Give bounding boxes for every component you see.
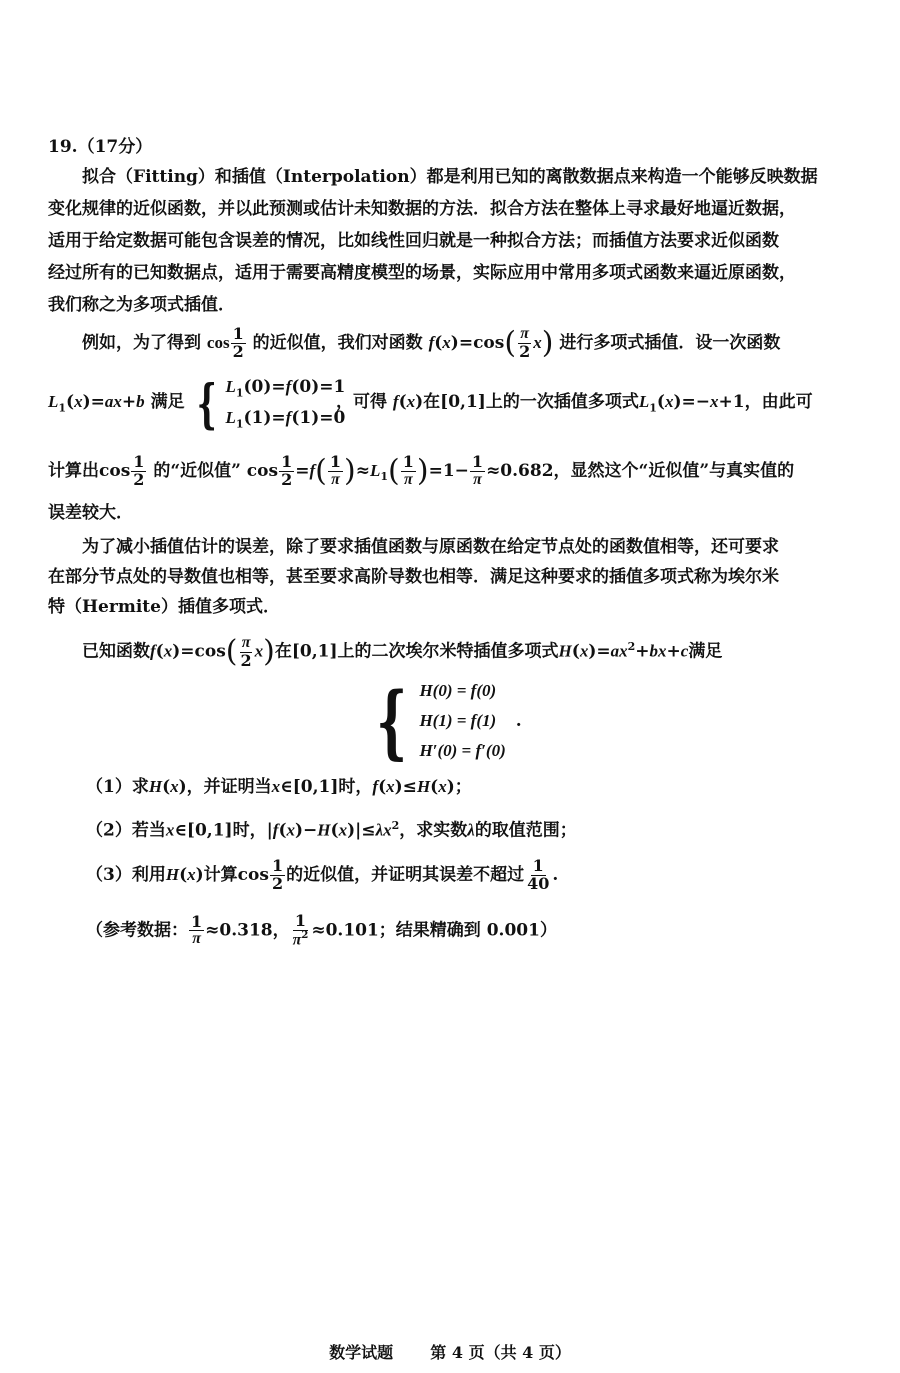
hermite-line-2: 在部分节点处的导数值也相等，甚至要求高阶导数也相等．满足这种要求的插值多项式称为埃尔米 bbox=[48, 567, 779, 587]
question-1: （1）求H(x)，并证明当x∈[0,1]时，f(x)≤H(x)； bbox=[86, 777, 472, 797]
example-text-e: ，可得 bbox=[336, 392, 387, 412]
question-3: （3）利用H(x)计算cos $\frac{1}{2}$ 的近似值，并证明其误差不超过 $\frac{1}{40}$ . bbox=[86, 856, 559, 893]
linear-system: { $L_1(0)=f(0)=1$ $L_1(1)=f(1)=0$ bbox=[196, 374, 346, 436]
q2-text-b: 时， bbox=[232, 820, 267, 841]
example-line-4: 误差较大． bbox=[48, 503, 133, 523]
footer-page: 第 4 页（共 4 页） bbox=[430, 1343, 571, 1362]
condition-1: H(0) = f(0) bbox=[419, 681, 497, 700]
q2-text-d: 的取值范围； bbox=[474, 820, 577, 841]
ref-text-a: （参考数据： bbox=[86, 920, 188, 941]
ref-text-c: ≈0.101；结果精确到 0.001） bbox=[311, 920, 557, 941]
example-line-3: 计算出cos $\frac{1}{2}$ 的“近似值” cos $\frac{1}{2}$ =f( $\frac{1}{\pi}$ )$\approx L_1$( $\frac{1}{\pi}$ )=1− $\frac{1}{\pi}$ ≈0.682，显然这个“近似值”与真实值的 bbox=[48, 452, 795, 489]
q3-text-b: 计算 bbox=[203, 864, 238, 885]
intro-line-2: 变化规律的近似函数，并以此预测或估计未知数据的方法．拟合方法在整体上寻求最好地逼近数据， bbox=[48, 199, 796, 219]
hermite-line-1: 为了减小插值估计的误差，除了要求插值函数与原函数在给定节点处的函数值相等，还可要求 bbox=[82, 537, 779, 557]
intro-line-3: 适用于给定数据可能包含误差的情况，比如线性回归就是一种拟合方法；而插值方法要求近似函数 bbox=[48, 231, 779, 251]
condition-3: H′(0) = f′(0) bbox=[419, 741, 506, 760]
reference-data: （参考数据： $\frac{1}{\pi}$ ≈0.318， $\frac{1}{\pi^2}$ ≈0.101；结果精确到 0.001） bbox=[86, 911, 557, 949]
q1-text-a: （1）求 bbox=[86, 777, 149, 797]
example-text-j: ，显然这个“近似值”与真实值的 bbox=[553, 460, 795, 481]
example-text-h: 计算出 bbox=[48, 460, 99, 481]
example-line-2: $L_1(x)=ax+b$ 满足 bbox=[48, 392, 185, 415]
q1-text-b: ，并证明当 bbox=[186, 777, 272, 797]
example-text-g: ，由此可 bbox=[744, 392, 813, 412]
page-footer bbox=[0, 1340, 900, 1363]
example-text-f: 上的一次插值多项式 bbox=[485, 392, 639, 412]
hermite-line-3: 特（Hermite）插值多项式． bbox=[48, 597, 280, 617]
given-text-b: 在 bbox=[274, 641, 292, 662]
example-text-c: 进行多项式插值．设一次函数 bbox=[559, 332, 781, 353]
example-text-i: 的“近似值” bbox=[153, 460, 241, 481]
hermite-conditions: { H(0) = f(0) H(1) = f(1) H′(0) = f′(0) . bbox=[376, 674, 522, 768]
condition-2: H(1) = f(1) bbox=[419, 711, 497, 730]
intro-line-1: 拟合（Fitting）和插值（Interpolation）都是利用已知的离散数据点来构造一个能够反映数据 bbox=[82, 167, 818, 187]
example-text-a: 例如，为了得到 bbox=[82, 332, 201, 353]
given-text-c: 上的二次埃尔米特插值多项式 bbox=[337, 641, 559, 662]
given-text-a: 已知函数 bbox=[82, 641, 150, 662]
problem-number: 19.（17分） bbox=[48, 137, 153, 157]
example-text-b: 的近似值，我们对函数 bbox=[252, 332, 423, 353]
q3-text-c: 的近似值，并证明其误差不超过 bbox=[286, 864, 525, 885]
intro-line-4: 经过所有的已知数据点，适用于需要高精度模型的场景，实际应用中常用多项式函数来逼近原函数， bbox=[48, 263, 796, 283]
footer-subject: 数学试题 bbox=[329, 1343, 394, 1362]
given-text-d: 满足 bbox=[688, 641, 723, 662]
intro-line-5: 我们称之为多项式插值． bbox=[48, 295, 235, 315]
given-line: 已知函数f(x)=cos( $\frac{\pi}{2}$ x)在[0,1]上的二次埃尔米特插值多项式$H(x)=ax^2+bx+c$满足 bbox=[82, 633, 723, 670]
example-text-d: 满足 bbox=[150, 392, 185, 412]
question-2: （2）若当x∈[0,1]时，$|f(x)-H(x)|\le\lambda x^2$，求实数λ的取值范围； bbox=[86, 819, 577, 841]
q2-text-a: （2）若当 bbox=[86, 820, 166, 841]
q2-text-c: ，求实数 bbox=[399, 820, 468, 841]
example-line-1: 例如，为了得到 cos $\frac{1}{2}$ 的近似值，我们对函数 f(x)=cos( $\frac{\pi}{2}$ x) 进行多项式插值．设一次函数 bbox=[82, 324, 781, 361]
q1-text-c: 时， bbox=[338, 777, 373, 797]
ref-text-b: ≈0.318， bbox=[205, 920, 290, 941]
q3-text-a: （3）利用 bbox=[86, 864, 166, 885]
example-line-2b: ，可得 f(x)在[0,1]上的一次插值多项式$L_1(x)=-x+1$，由此可 bbox=[336, 392, 813, 415]
